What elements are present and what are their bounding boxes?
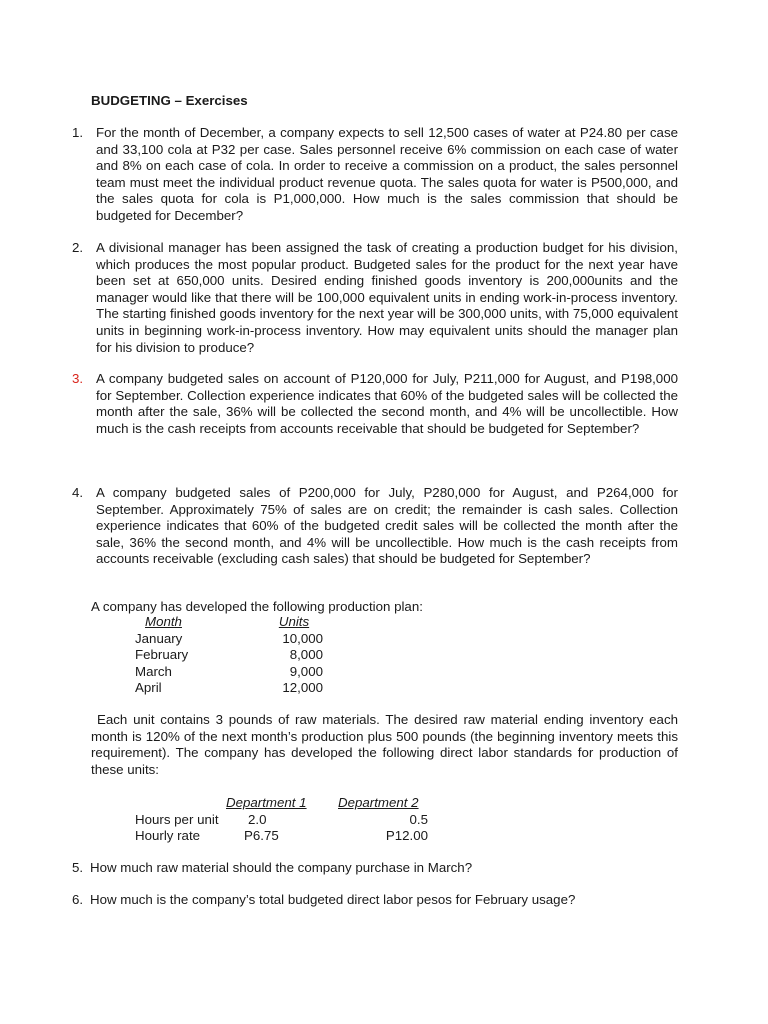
question-2: [72, 240, 678, 356]
units-header: Units: [278, 614, 310, 629]
question-4: [72, 485, 678, 568]
question-text: A company budgeted sales on account of P120,000 for July, P211,000 for August, and P198,000 for September. Collection experience indicates that 60% of the budgeted sales will be collected the month after the sale, 36% will be collected the second month, and 4% will be uncollectible. How much is the cash receipts from accounts receivable that should be budgeted for September?: [96, 371, 678, 436]
department-2-value: 0.5: [409, 811, 428, 827]
materials-paragraph: Each unit contains 3 pounds of raw materials. The desired raw material ending inventory each month is 120% of the next month’s production plus 500 pounds (the beginning inventory meets this requirement). The company has developed the following direct labor standards for production of these units:: [91, 712, 678, 777]
question-3: [72, 371, 678, 437]
question-number: 6.: [72, 892, 84, 907]
month-cell: January: [135, 630, 183, 646]
question-number: 1.: [72, 125, 84, 140]
question-number: 5.: [72, 860, 84, 875]
production-plan-table: [135, 614, 323, 697]
production-plan-intro: A company has developed the following production plan:: [91, 599, 423, 614]
table-row: [135, 631, 323, 648]
month-cell: March: [135, 663, 172, 679]
month-cell: April: [135, 680, 162, 696]
question-number: 2.: [72, 240, 84, 255]
units-cell: 10,000: [282, 630, 323, 646]
month-header: Month: [145, 614, 182, 629]
question-number-highlighted: 3.: [72, 371, 84, 386]
table-row: [135, 828, 428, 845]
table-header-row: [135, 795, 428, 812]
question-text: How much is the company’s total budgeted direct labor pesos for February usage?: [90, 892, 576, 907]
department-1-value: 2.0: [248, 811, 267, 827]
row-label: Hourly rate: [135, 828, 201, 844]
empty-header: [135, 795, 226, 812]
table-row: [135, 664, 323, 681]
units-cell: 12,000: [282, 680, 323, 696]
table-row: [135, 647, 323, 664]
department-1-header: Department 1: [226, 795, 307, 810]
row-label: Hours per unit: [135, 811, 219, 827]
table-header-row: [135, 614, 323, 631]
question-text: A company budgeted sales of P200,000 for July, P280,000 for August, and P264,000 for September. Approximately 75% of sales are on credit; the remainder is cash sales. Collection experience indicates that 60% of the budgeted credit sales will be collected the month after the sale, 36% the second month, and 4% will be uncollectible. How much is the cash receipts from accounts receivable (excluding cash sales) that should be budgeted for September?: [96, 485, 678, 567]
department-2-header: Department 2: [338, 795, 419, 810]
units-cell: 9,000: [289, 663, 323, 679]
department-1-value: P6.75: [244, 828, 279, 844]
question-text: How much raw material should the company purchase in March?: [90, 860, 473, 875]
question-text: For the month of December, a company expects to sell 12,500 cases of water at P24.80 per case and 33,100 cola at P32 per case. Sales personnel receive 6% commission on each case of water and 8% on each case of cola. In order to receive a commission on a product, the sales personnel team must meet the individual product revenue quota. The sales quota for water is P500,000, and the sales quota for cola is P1,000,000. How much is the sales commission that should be budgeted for December?: [96, 125, 678, 223]
labor-standards-table: [135, 795, 428, 845]
document-title: BUDGETING – Exercises: [91, 93, 248, 108]
units-cell: 8,000: [289, 647, 323, 663]
department-2-value: P12.00: [385, 828, 428, 844]
question-number: 4.: [72, 485, 84, 500]
question-1: [72, 125, 678, 225]
question-5: [72, 860, 678, 877]
table-row: [135, 680, 323, 697]
month-cell: February: [135, 647, 189, 663]
table-row: [135, 812, 428, 829]
question-text: A divisional manager has been assigned the task of creating a production budget for his division, which produces the most popular product. Budgeted sales for the product for the next year have been set at 650,000 units. Desired ending finished goods inventory is 200,000units and the manager would like that there will be 100,000 equivalent units in ending work-in-process inventory. The starting finished goods inventory for the next year will be 300,000 units, with 75,000 equivalent units in beginning work-in-process inventory. How may equivalent units should the manager plan for his division to produce?: [96, 240, 678, 355]
question-6: [72, 892, 678, 909]
